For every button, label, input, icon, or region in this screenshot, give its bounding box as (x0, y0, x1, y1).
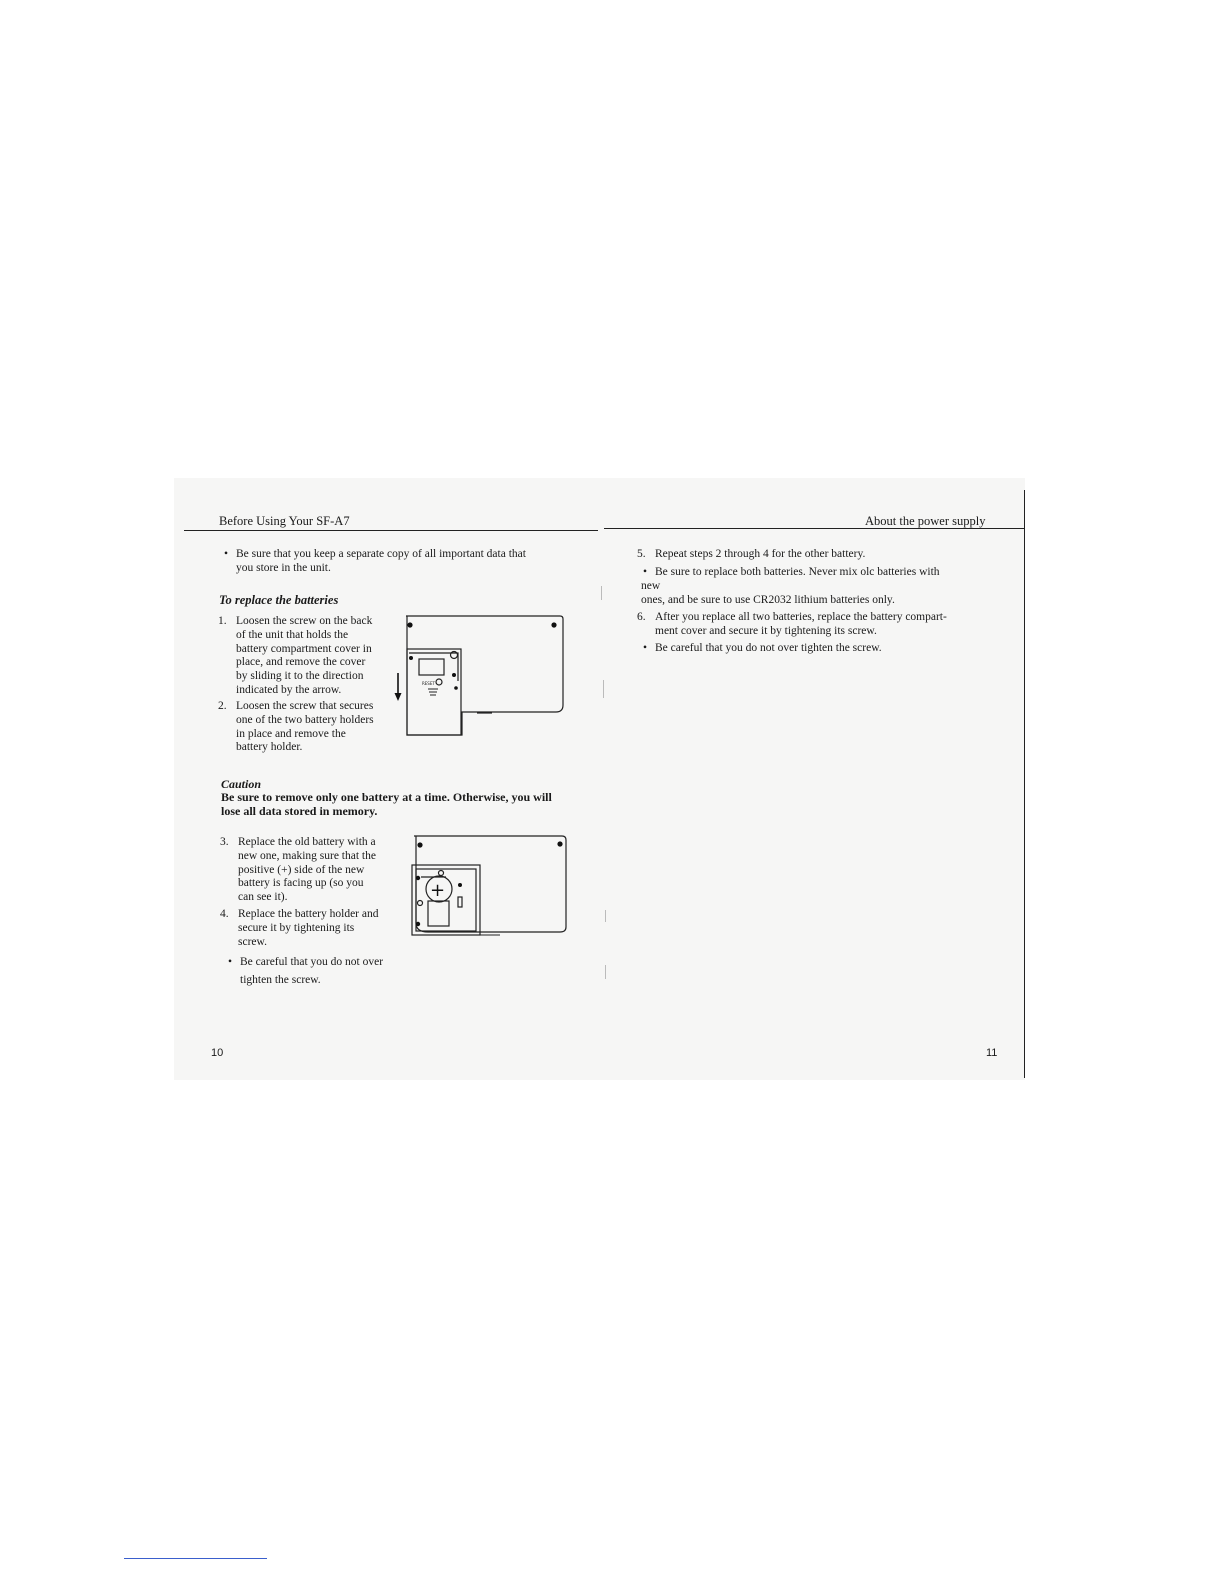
holder-screw-dot (416, 876, 420, 880)
step-6 (637, 611, 995, 639)
side-dot (454, 686, 458, 690)
intro-bullet (236, 548, 596, 576)
step-4 (220, 908, 408, 949)
left-header-rule (184, 530, 598, 531)
page-edge-line (1024, 490, 1025, 1078)
careful-bullet-left (240, 953, 410, 989)
battery-holder (419, 659, 444, 675)
screw-dot-right (551, 622, 556, 627)
step-1-line: by sliding it to the direction (236, 670, 364, 683)
contact-slot (458, 897, 462, 907)
step-1-line: place, and remove the cover (236, 656, 366, 669)
step-4-line: secure it by tightening its (238, 921, 355, 934)
holder-screw-dot-2 (452, 673, 456, 677)
reset-label: RESET (422, 681, 435, 686)
step-4-line: Replace the battery holder and (238, 908, 379, 920)
step-2-line: battery holder. (236, 741, 303, 754)
battery-holder (428, 901, 449, 926)
replace-line: • Be sure to replace both batteries. Never mix olc batteries with (655, 566, 940, 578)
right-header-rule (604, 528, 1025, 529)
reset-button (436, 679, 442, 685)
step-4-number: 4. (220, 908, 229, 920)
slide-arrow (395, 673, 402, 701)
figure-replace-battery (400, 833, 570, 941)
step-3-line: can see it). (238, 891, 288, 904)
step-2 (218, 700, 406, 755)
step-4-line: screw. (238, 935, 267, 948)
step-2-line: in place and remove the (236, 727, 346, 740)
replace-line: ones, and be sure to use CR2032 lithium batteries only. (641, 593, 895, 606)
step-3-line: battery is facing up (so you (238, 877, 364, 890)
section-heading: To replace the batteries (219, 593, 339, 607)
replace-continuation (641, 580, 991, 608)
screw-dot-left (417, 842, 422, 847)
step-1-line: Loosen the screw on the back (236, 615, 373, 627)
step-6-number: 6. (637, 611, 646, 623)
reset-grille (428, 689, 438, 695)
side-dot (458, 883, 462, 887)
careful-bullet-right: • Be careful that you do not over tighten the screw. (655, 642, 995, 656)
screw-dot-right (557, 841, 562, 846)
gutter-mark (605, 910, 606, 922)
careful-line: tighten the screw. (240, 974, 321, 986)
holder-screw-dot-2 (416, 922, 420, 926)
gutter-mark (605, 965, 606, 979)
step-3-line: Replace the old battery with a (238, 836, 376, 848)
right-running-header: About the power supply (865, 514, 986, 528)
gutter-mark (603, 680, 604, 698)
right-page-number: 11 (986, 1047, 998, 1059)
step-6-line: ment cover and secure it by tightening its screw. (655, 624, 877, 637)
plus-symbol: + (430, 880, 446, 901)
step-1-line: indicated by the arrow. (236, 683, 342, 696)
step-1-line: battery compartment cover in (236, 642, 372, 655)
step-5-number: 5. (637, 548, 646, 560)
screw-dot-left (407, 622, 412, 627)
step-6-line: After you replace all two batteries, replace the battery compart- (655, 611, 947, 623)
step-3 (220, 836, 408, 905)
careful-line: • Be careful that you do not over (240, 956, 384, 968)
step-5 (637, 548, 995, 562)
holder-screw-dot (409, 656, 413, 660)
step-5-text: Repeat steps 2 through 4 for the other battery. (655, 548, 866, 560)
caution-title: Caution (221, 777, 262, 791)
left-page-number: 10 (211, 1047, 224, 1059)
replace-line: new (641, 580, 661, 592)
intro-bullet-line-2: you store in the unit. (236, 561, 331, 574)
step-3-number: 3. (220, 836, 229, 848)
step-1-line: of the unit that holds the (236, 628, 349, 641)
replace-both-bullet (655, 566, 995, 580)
link-underline (124, 1558, 267, 1559)
figure-remove-cover (392, 613, 568, 739)
step-3-line: positive (+) side of the new (238, 863, 365, 876)
step-2-number: 2. (218, 700, 227, 712)
step-2-line: Loosen the screw that secures (236, 700, 374, 712)
step-1 (218, 615, 406, 698)
step-2-line: one of the two battery holders (236, 713, 374, 726)
caution-line: Be sure to remove only one battery at a time. Otherwise, you will (221, 790, 552, 804)
left-running-header: Before Using Your SF-A7 (219, 514, 350, 528)
caution-text (221, 790, 611, 818)
caution-line: lose all data stored in memory. (221, 804, 378, 818)
step-3-line: new one, making sure that the (238, 849, 376, 862)
step-1-number: 1. (218, 615, 227, 627)
gutter-mark (601, 586, 602, 600)
intro-bullet-line-1: • Be sure that you keep a separate copy of all important data that (236, 548, 526, 560)
